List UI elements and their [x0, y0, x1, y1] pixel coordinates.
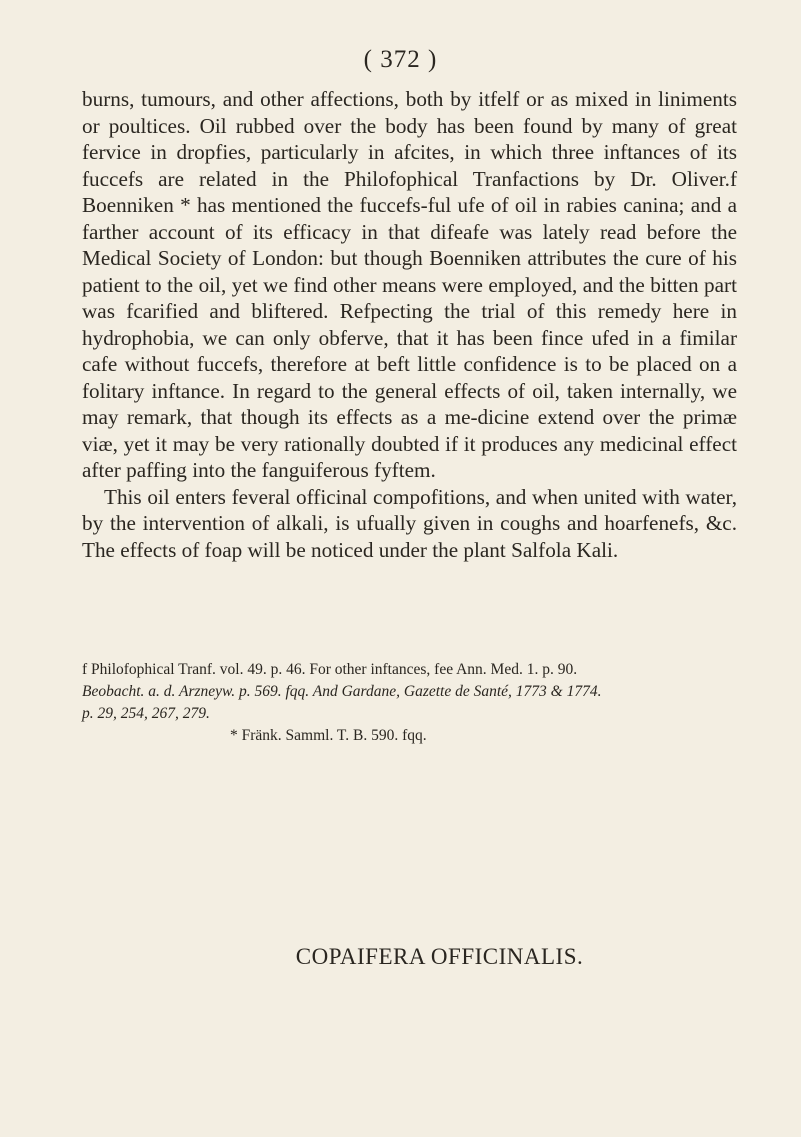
- footnote-f-line: p. 29, 254, 267, 279.: [82, 705, 210, 722]
- footnotes: [82, 659, 742, 747]
- page-number: ( 372 ): [363, 46, 438, 73]
- footnote-star: * Fränk. Samml. T. B. 590. fqq.: [230, 727, 427, 744]
- main-text: [82, 86, 737, 563]
- footnote-f-line: f Philofophical Tranf. vol. 49. p. 46. For other inftances, fee Ann. Med. 1. p. 90.: [82, 661, 578, 678]
- footnote-f-line: Beobacht. a. d. Arzneyw. p. 569. fqq. And Gardane, Gazette de Santé, 1773 & 1774.: [82, 683, 602, 700]
- next-section-heading: COPAIFERA OFFICINALIS.: [295, 944, 584, 969]
- paragraph: This oil enters feveral officinal compofitions, and when united with water, by the intervention of alkali, is ufually given in coughs and hoarfenefs, &c. The effects of foap will be noticed under the plant Salfola Kali.: [82, 484, 737, 562]
- paragraph: burns, tumours, and other affections, both by itfelf or as mixed in liniments or poultices. Oil rubbed over the body has been found by many of great fervice in dropfies, particularly in afcites, in which three inftances of its fuccefs are related in the Philofophical Tranfactions by Dr. Oliver.f Boenniken * has mentioned the fuccefs-ful ufe of oil in rabies canina; and a farther account of its efficacy in that difeafe was lately read before the Medical Society of London: but though Boenniken attributes the cure of his patient to the oil, yet we find other means were employed, and the bitten part was fcarified and bliftered. Refpecting the trial of this remedy here in hydrophobia, we can only obferve, that it has been fince ufed in a fimilar cafe without fuccefs, therefore at beft little confidence is to be placed on a folitary inftance. In regard to the general effects of oil, taken internally, we may remark, that though its effects as a me-dicine extend over the primæ viæ, yet it may be very rationally doubted if it produces any medicinal effect after paffing into the fanguiferous fyftem.: [82, 87, 737, 482]
